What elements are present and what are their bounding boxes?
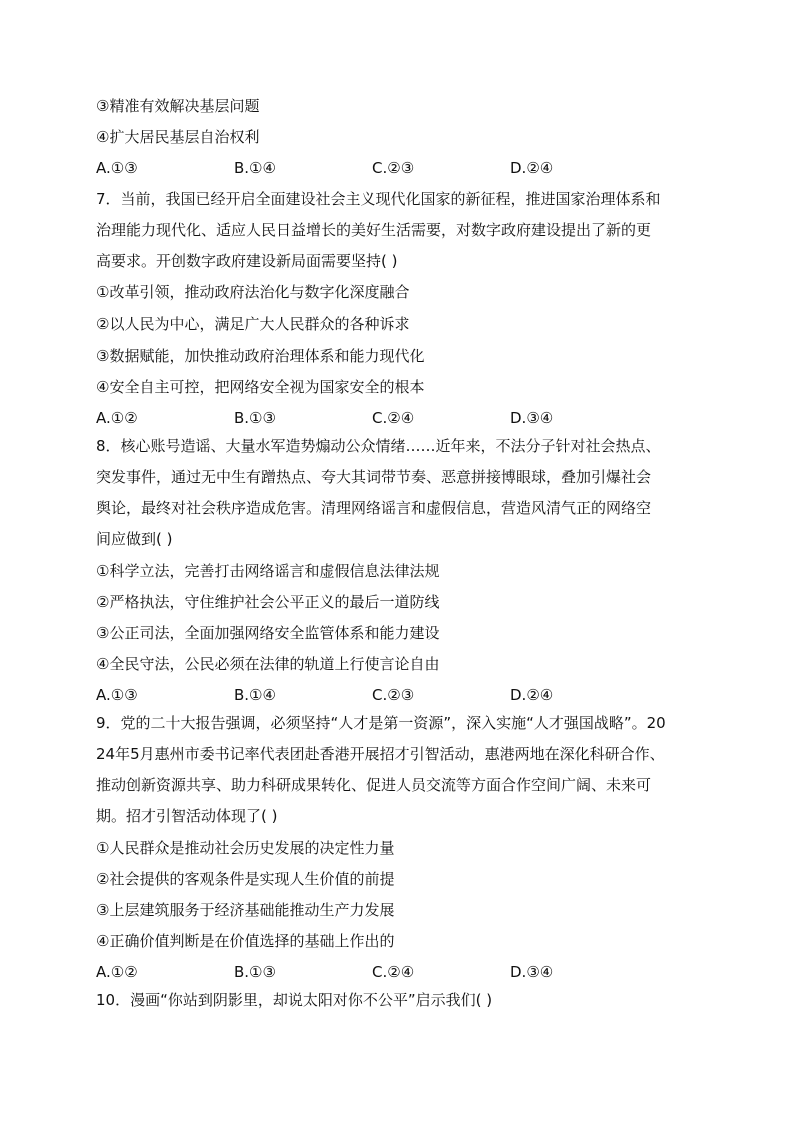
q7-option-c: C.②④ — [372, 409, 415, 427]
q8-option-b: B.①④ — [234, 686, 276, 704]
q8-item-2: ②严格执法，守住维护社会公平正义的最后一道防线 — [96, 593, 440, 611]
q8-stem-line-4: 间应做到( ) — [96, 530, 173, 548]
q8-item-4: ④全民守法，公民必须在法律的轨道上行使言论自由 — [96, 655, 440, 673]
q10-stem-line-1: 10．漫画“你站到阴影里，却说太阳对你不公平”启示我们( ) — [96, 991, 493, 1009]
q7-stem-line-2: 治理能力现代化、适应人民日益增长的美好生活需要，对数字政府建设提出了新的更 — [96, 221, 652, 239]
q9-stem-line-2: 24年5月惠州市委书记率代表团赴香港开展招才引智活动，惠港两地在深化科研合作、 — [96, 745, 665, 763]
q9-option-d: D.③④ — [510, 963, 554, 981]
q7-item-3: ③数据赋能，加快推动政府治理体系和能力现代化 — [96, 347, 425, 365]
q9-stem-line-4: 期。招才引智活动体现了( ) — [96, 807, 278, 825]
q7-stem-line-1: 7．当前，我国已经开启全面建设社会主义现代化国家的新征程，推进国家治理体系和 — [96, 190, 661, 208]
q8-stem-line-2: 突发事件，通过无中生有蹭热点、夸大其词带节奏、恶意拼接博眼球，叠加引爆社会 — [96, 468, 652, 486]
q9-item-1: ①人民群众是推动社会历史发展的决定性力量 — [96, 839, 395, 857]
q7-option-b: B.①③ — [234, 409, 276, 427]
q6-option-a: A.①③ — [96, 159, 138, 177]
q9-item-2: ②社会提供的客观条件是实现人生价值的前提 — [96, 870, 395, 888]
q8-item-3: ③公正司法，全面加强网络安全监管体系和能力建设 — [96, 624, 440, 642]
q7-item-1: ①改革引领，推动政府法治化与数字化深度融合 — [96, 283, 410, 301]
q9-stem-line-1: 9．党的二十大报告强调，必须坚持“人才是第一资源”，深入实施“人才强国战略”。20 — [96, 714, 666, 732]
q6-option-d: D.②④ — [510, 159, 554, 177]
q7-option-a: A.①② — [96, 409, 138, 427]
q8-option-a: A.①③ — [96, 686, 138, 704]
q7-item-4: ④安全自主可控，把网络安全视为国家安全的根本 — [96, 378, 425, 396]
q9-option-b: B.①③ — [234, 963, 276, 981]
q8-stem-line-1: 8．核心账号造谣、大量水军造势煽动公众情绪……近年来，不法分子针对社会热点、 — [96, 437, 661, 455]
q9-option-a: A.①② — [96, 963, 138, 981]
q8-item-1: ①科学立法，完善打击网络谣言和虚假信息法律法规 — [96, 562, 440, 580]
q6-item-4: ④扩大居民基层自治权利 — [96, 128, 260, 146]
q7-option-d: D.③④ — [510, 409, 554, 427]
q9-stem-line-3: 推动创新资源共享、助力科研成果转化、促进人员交流等方面合作空间广阔、未来可 — [96, 776, 652, 794]
q9-item-3: ③上层建筑服务于经济基础能推动生产力发展 — [96, 901, 395, 919]
q6-option-c: C.②③ — [372, 159, 415, 177]
q8-option-c: C.②③ — [372, 686, 415, 704]
q8-stem-line-3: 舆论，最终对社会秩序造成危害。清理网络谣言和虚假信息，营造风清气正的网络空 — [96, 499, 652, 517]
q7-stem-line-3: 高要求。开创数字政府建设新局面需要坚持( ) — [96, 252, 398, 270]
q7-item-2: ②以人民为中心，满足广大人民群众的各种诉求 — [96, 315, 410, 333]
q9-option-c: C.②④ — [372, 963, 415, 981]
q6-option-b: B.①④ — [234, 159, 276, 177]
q9-item-4: ④正确价值判断是在价值选择的基础上作出的 — [96, 932, 395, 950]
q8-option-d: D.②④ — [510, 686, 554, 704]
q6-item-3: ③精准有效解决基层问题 — [96, 97, 260, 115]
